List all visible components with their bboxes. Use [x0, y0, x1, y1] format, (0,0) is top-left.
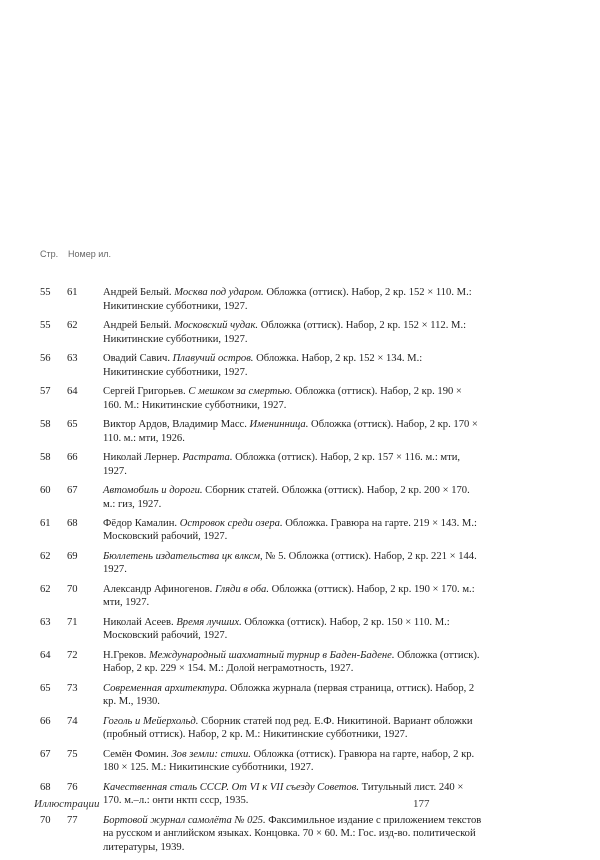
list-item [40, 451, 570, 478]
section-title: Иллюстрации [34, 798, 100, 810]
entry-page: 56 [40, 352, 51, 364]
entry-page: 55 [40, 319, 51, 331]
entry-number: 76 [67, 781, 78, 793]
entry-number: 68 [67, 517, 78, 529]
list-item [40, 616, 570, 643]
list-item [40, 286, 570, 313]
entry-page: 55 [40, 287, 51, 298]
page-number: 177 [413, 798, 430, 810]
entry-number: 67 [67, 484, 78, 496]
entry-text: Семён Фомин. [103, 748, 172, 760]
entry-description [103, 385, 483, 412]
entry-number: 73 [67, 682, 78, 694]
entry-title: Растрата. [182, 451, 233, 463]
entry-text: Обложка журнала (первая страница, оттиск). Набор, 2 кр. М., 1930. [103, 682, 475, 708]
entry-text: Овадий Савич. [103, 352, 173, 364]
entry-description [103, 814, 483, 855]
entry-number: 70 [67, 583, 78, 595]
entry-description [103, 616, 483, 643]
entry-text: Обложка (оттиск). Гравюра на гарте, набор, 2 кр. 180 × 125. М.: Никитинские субботники, 1927. [103, 748, 475, 774]
entry-page: 68 [40, 781, 51, 793]
list-item [40, 715, 570, 742]
entry-number: 75 [67, 748, 78, 760]
entry-text: Сборник статей. Обложка (оттиск). Набор, 2 кр. 200 × 170. м.: гиз, 1927. [103, 484, 470, 510]
entry-title: С мешком за смертью. [188, 385, 293, 397]
entry-description [103, 319, 483, 346]
entry-description [103, 550, 483, 577]
entry-text: Андрей Белый. [103, 319, 175, 331]
entry-number: 62 [67, 319, 78, 331]
entry-title: Время лучших. [176, 616, 242, 628]
list-item [40, 484, 570, 511]
entry-page: 62 [40, 550, 51, 562]
entry-number: 63 [67, 352, 78, 364]
entry-title: Бортовой журнал самолёта № 025. [103, 814, 266, 826]
entry-text: Обложка (оттиск). Набор, 2 кр. 157 × 116. м.: мти, 1927. [103, 451, 461, 477]
entry-page: 70 [40, 814, 51, 826]
entry-number: 71 [67, 616, 78, 628]
entry-description [103, 286, 483, 313]
entry-description [103, 484, 483, 511]
entry-description [103, 748, 483, 775]
entry-page: 67 [40, 748, 51, 760]
entry-description [103, 418, 483, 445]
entry-number: 74 [67, 715, 78, 727]
entry-text: Обложка (оттиск). Набор, 2 кр. 190 × 160. М.: Никитинские субботники, 1927. [103, 385, 462, 411]
entry-title: Автомобиль и дороги. [103, 484, 203, 496]
entry-text: Александр Афиногенов. [103, 583, 215, 595]
entry-description [103, 715, 483, 742]
list-item [40, 418, 570, 445]
list-item [40, 748, 570, 775]
entry-number: 65 [67, 418, 78, 430]
entry-title: Островок среди озера. [179, 517, 283, 529]
list-item [40, 352, 570, 379]
entry-text: Андрей Белый. [103, 287, 175, 298]
entry-text: , № 5. Обложка (оттиск). Набор, 2 кр. 221 × 144. 1927. [103, 550, 477, 576]
list-item [40, 319, 570, 346]
entry-page: 63 [40, 616, 51, 628]
entry-page: 64 [40, 649, 51, 661]
entry-title: Гоголь и Мейерхольд. [103, 715, 199, 727]
entry-text: Обложка (оттиск). Набор, 2 кр. 150 × 110. М.: Московский рабочий, 1927. [103, 616, 450, 642]
entry-number: 61 [67, 287, 78, 298]
entry-page: 57 [40, 385, 51, 397]
entry-title: Именинница. [249, 418, 309, 430]
list-item [40, 781, 570, 808]
list-item [40, 682, 570, 709]
entry-title: Московский чудак. [174, 319, 259, 331]
entry-description [103, 517, 483, 544]
entry-title: Современная архитектура. [103, 682, 228, 694]
entry-description [103, 649, 483, 676]
entry-number: 66 [67, 451, 78, 463]
list-item [40, 583, 570, 610]
entry-title: Гляди в оба. [214, 583, 269, 595]
entry-text: Николай Лернер. [103, 451, 183, 463]
entry-title: Москва под ударом. [174, 287, 264, 298]
entry-page: 62 [40, 583, 51, 595]
entry-description [103, 352, 483, 379]
column-header-page: Стр. [40, 249, 59, 259]
entry-text: Факсимильное издание с приложением текстов на русском и английском языках. Концовка. 70 × 60. М.: Гос. изд-во. политической литературы, 1939. [103, 814, 482, 853]
entry-text: Обложка (оттиск). Набор, 2 кр. 152 × 110. М.: Никитинские субботники, 1927. [103, 287, 472, 312]
entry-page: 66 [40, 715, 51, 727]
entry-title: Бюллетень издательства цк влксм [103, 550, 261, 562]
entry-page: 61 [40, 517, 51, 529]
entry-page: 60 [40, 484, 51, 496]
entry-number: 72 [67, 649, 78, 661]
entry-text: Обложка. Гравюра на гарте. 219 × 143. М.: Московский рабочий, 1927. [103, 517, 477, 543]
illustration-list [40, 286, 570, 860]
entry-text: Обложка (оттиск). Набор, 2 кр. 170 × 110. м.: мти, 1926. [103, 418, 478, 444]
entry-text: Обложка. Набор, 2 кр. 152 × 134. М.: Никитинские субботники, 1927. [103, 352, 423, 378]
entry-text: Сергей Григорьев. [103, 385, 189, 397]
entry-text: Обложка (оттиск). Набор, 2 кр. 229 × 154. М.: Долой неграмотность, 1927. [103, 649, 480, 675]
entry-text: Обложка (оттиск). Набор, 2 кр. 152 × 112. М.: Никитинские субботники, 1927. [103, 319, 467, 345]
list-item [40, 385, 570, 412]
entry-text: Н.Греков. [103, 649, 149, 661]
entry-number: 69 [67, 550, 78, 562]
entry-number: 77 [67, 814, 78, 826]
entry-text: Сборник статей под ред. Е.Ф. Никитиной. Вариант обложки (пробный оттиск). Набор, 2 кр. М.: Никитинские субботники, 1927. [103, 715, 473, 741]
list-item [40, 517, 570, 544]
entry-text: Обложка (оттиск). Набор, 2 кр. 190 × 170. м.: мти, 1927. [103, 583, 475, 609]
entry-title: Международный шахматный турнир в Баден-Бадене. [148, 649, 395, 661]
entry-description [103, 451, 483, 478]
list-item [40, 550, 570, 577]
list-item [40, 649, 570, 676]
entry-page: 58 [40, 451, 51, 463]
entry-title: Зов земли: стихи. [171, 748, 251, 760]
entry-page: 58 [40, 418, 51, 430]
entry-description [103, 583, 483, 610]
entry-page: 65 [40, 682, 51, 694]
entry-number: 64 [67, 385, 78, 397]
list-item [40, 814, 570, 855]
entry-text: Титульный лист. 240 × 170. м.–л.: онти нктп ссср, 1935. [103, 781, 464, 807]
entry-text: Виктор Ардов, Владимир Масс. [103, 418, 250, 430]
entry-title: Качественная сталь СССР. От VI к VII съезду Советов. [103, 781, 359, 793]
entry-text: Николай Асеев. [103, 616, 177, 628]
entry-text: Фёдор Камалин. [103, 517, 180, 529]
entry-title: Плавучий остров. [172, 352, 254, 364]
entry-description [103, 682, 483, 709]
column-header-number: Номер ил. [68, 249, 111, 259]
